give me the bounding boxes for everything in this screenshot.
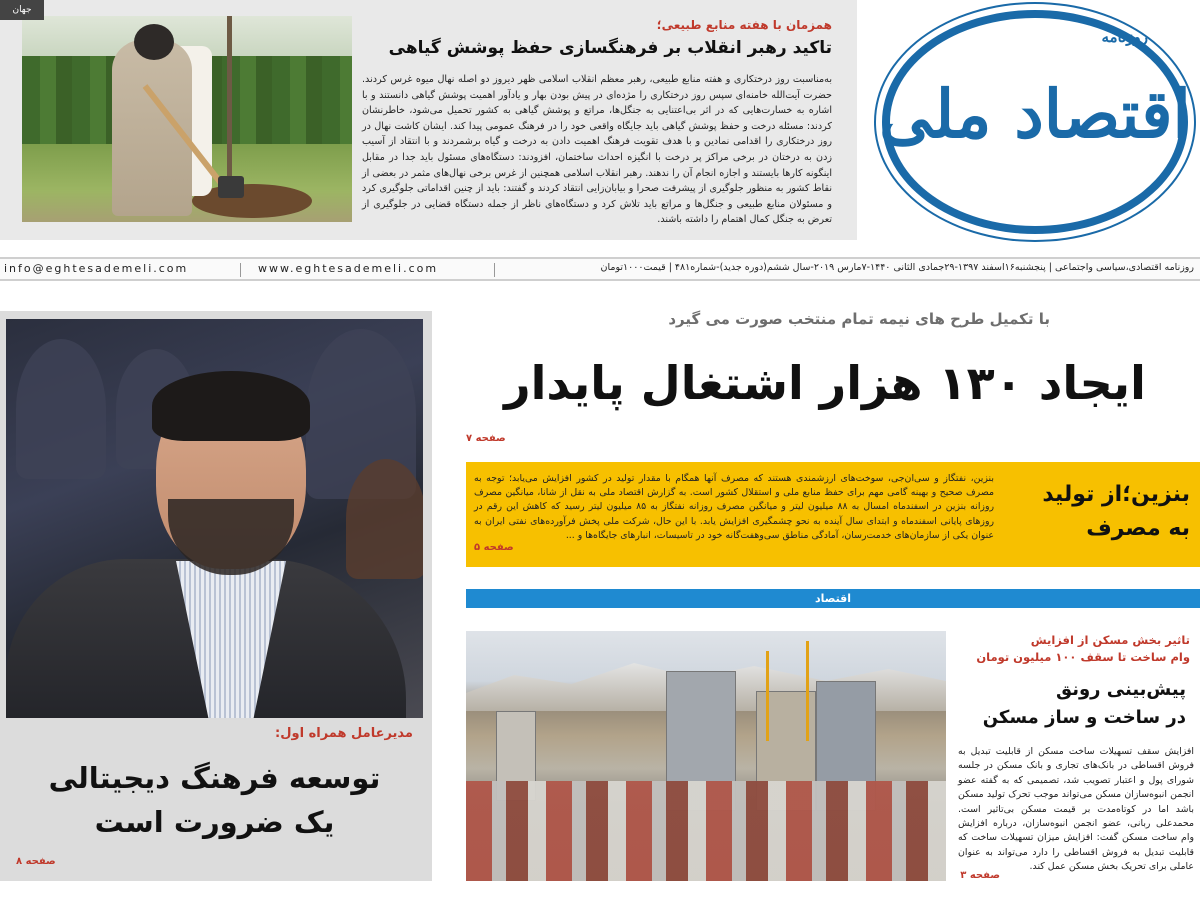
housing-kicker-line2: وام ساخت تا سقف ۱۰۰ میلیون تومان [976,650,1190,664]
newspaper-logo [876,4,1194,240]
fuel-headline-line2: به مصرف [1086,516,1190,541]
top-band [0,0,1200,243]
fuel-headline-line1: بنزین؛از تولید [1042,482,1190,507]
logo-word: اقتصاد ملی [879,75,1191,153]
main-story-subkicker: با تکمیل طرح های نیمه تمام منتخب صورت می گیرد [668,310,1050,328]
info-separator [240,263,241,277]
top-story-kicker: همزمان با هفته منابع طبیعی؛ [656,18,832,32]
section-bar-economy: اقتصاد [466,589,1200,608]
main-story-page-ref: صفحه ۷ [466,433,506,444]
housing-story-headline [956,676,1186,732]
left-story-page-ref: صفحه ۸ [16,856,56,867]
fuel-story-headline [1008,478,1190,546]
left-story-headline [6,756,423,844]
ceo-portrait-photo [6,319,423,718]
left-headline-line1: توسعه فرهنگ دیجیتالی [48,761,381,795]
left-headline-line2: یک ضرورت است [94,805,335,839]
fuel-story-page-ref: صفحه ۵ [474,542,514,553]
fuel-story-body: بنزین، نفتگاز و سی‌ان‌جی، سوخت‌های ارزشمندی هستند که مصرف آنها همگام با مقدار تولید در کشور افزایش می‌یابد؛ توجه به مصرف صحیح و بهینه گامی مهم برای حفظ منابع ملی و استقلال کشور است. به گزارش اقتصاد ملی به نقل از شانا، میانگین مصرف روزانه بنزین در اسفندماه امسال به ۸۸ میلیون لیتر و میانگین مصرف روزانه نفتگاز به ۸۵ میلیون لیتر رسید که کاهش این رقم در روزهای پایانی اسفندماه و ابتدای سال آینده به نحو چشمگیری افزایش یابد. با این حال، شرکت ملی پخش فرآورده‌های نفتی ایران به عنوان یکی از سازمان‌های خدمت‌رسان، آمادگی مناطق سی‌وهفت‌گانه خود در تاسیسات، انبارهای جایگاه‌ها و ... [474,473,995,541]
housing-headline-line1: پیش‌بینی رونق [1055,679,1186,700]
logo-small-word: روزنامه [1101,28,1148,46]
fuel-story-box [466,462,1200,567]
main-headline: ایجاد ۱۳۰ هزار اشتغال پایدار [504,356,1146,410]
corner-tag: جهان [0,0,44,20]
housing-headline-line2: در ساخت و ساز مسکن [982,707,1186,728]
left-story-kicker: مدیرعامل همراه اول: [275,726,413,741]
housing-story-kicker [950,632,1190,666]
issue-details: روزنامه اقتصادی،سیاسی واجتماعی | پنجشنبه۱۶اسفند ۱۳۹۷-۲۹جمادی الثانی ۱۴۴۰-۷مارس ۲۰۱۹-سال ششم(دوره جدید)-شماره۴۸۱ | قیمت۱۰۰۰تومان [600,262,1194,273]
tree-planting-photo [22,16,352,222]
top-story-headline: تاکید رهبر انقلاب بر فرهنگسازی حفظ پوشش گیاهی [388,38,832,58]
website-link[interactable]: www.eghtesademeli.com [258,262,439,275]
housing-story-page-ref: صفحه ۳ [960,870,1000,881]
housing-story-body: افزایش سقف تسهیلات ساخت مسکن از قابلیت تبدیل به فروش اقساطی در بانک‌های تجاری و بانک مسکن در جلسه شورای پول و اعتبار تصویب شد، تصمیمی که به گفته عضو انجمن انبوه‌سازان مسکن می‌تواند موجب تحرک تولید مسکن باشد اما در کوتاه‌مدت بر قیمت مسکن بی‌تاثیر است. محمدعلی ربانی، عضو انجمن انبوه‌سازان، درباره افزایش وام ساخت مسکن گفت: افزایش میزان تسهیلات ساخت که قابلیت تبدیل به فروش اقساطی را دارد می‌تواند به عنوان عاملی برای تحریک بخش مسکن عمل کند. [958,746,1194,873]
info-separator [494,263,495,277]
email-link[interactable]: info@eghtesademeli.com [4,262,189,275]
info-bar [0,257,1200,281]
city-construction-photo [466,631,946,881]
top-story-body: به‌مناسبت روز درختکاری و هفته منابع طبیعی، رهبر معظم انقلاب اسلامی ظهر دیروز دو اصله نهال میوه غرس کردند. حضرت آیت‌الله خامنه‌ای سپس روز درختکاری را مژده‌ای در پیش بودن بهار و یادآور اهمیت پوشش گیاهی دانستند و با اشاره به خسارت‌هایی که در اثر بی‌اعتنایی به جنگل‌ها، مراتع و پوشش گیاهی به کشور تحمیل می‌شود، خاطرنشان کردند: مسئله درخت و حفظ پوشش گیاهی باید جایگاه واقعی خود را در فرهنگ عمومی پیدا کند. ایشان کاشت نهال در روز درختکاری را اقدامی نمادین و با هدف تقویت فرهنگ اهمیت دادن به درخت و گیاه برشمردند و با انتقاد از آسیب زدن به درختان در برخی مراکز پر درخت با انگیزه احداث ساختمان، افزودند: دستگاه‌های مسئول باید جدا در مقابل اینگونه کارها بایستند و اجازه انجام آن را ندهند. رهبر انقلاب اسلامی همچنین از غرس برخی نهال‌های مثمر در بعضی از نقاط کشور به منظور جلوگیری از پیشرفت صحرا و بیابان‌زایی انتقاد کردند و گفتند: باید از چنین اقداماتی جلوگیری کرد و مسئولان منابع طبیعی و جنگل‌ها و مراتع باید تلاش کرد و دستگاه‌های ناظر از جمله دستگاه قضایی در جلوگیری از تعرض به جنگل کمال اهتمام را داشته باشند. [362,74,832,226]
housing-kicker-line1: تاثیر بخش مسکن از افزایش [1030,633,1190,647]
